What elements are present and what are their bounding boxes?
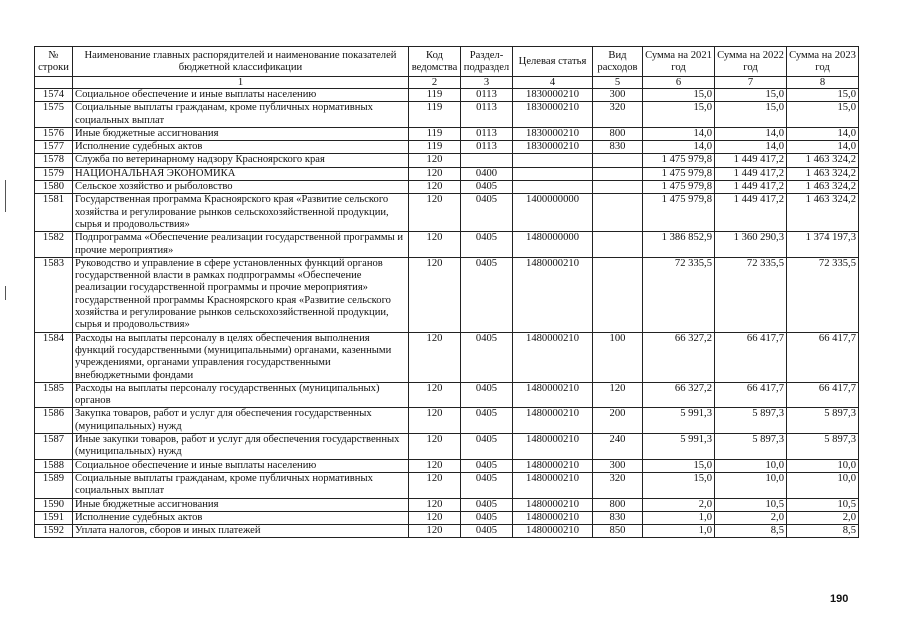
- row-name: Социальное обеспечение и иные выплаты населению: [73, 459, 409, 472]
- column-index: [35, 77, 73, 89]
- column-index: 1: [73, 77, 409, 89]
- section-code: 0405: [461, 382, 513, 408]
- expense-type: 800: [593, 498, 643, 511]
- expense-type: 300: [593, 459, 643, 472]
- section-code: 0405: [461, 472, 513, 498]
- sum-2021: 1 386 852,9: [643, 232, 715, 258]
- dept-code: 119: [409, 89, 461, 102]
- header-sum-2022: Сумма на 2022 год: [715, 47, 787, 77]
- dept-code: 120: [409, 408, 461, 434]
- header-row-number: № строки: [35, 47, 73, 77]
- sum-2022: 10,5: [715, 498, 787, 511]
- sum-2021: 5 991,3: [643, 434, 715, 460]
- sum-2023: 66 417,7: [787, 382, 859, 408]
- sum-2021: 1,0: [643, 511, 715, 524]
- sum-2021: 14,0: [643, 141, 715, 154]
- sum-2022: 10,0: [715, 459, 787, 472]
- dept-code: 120: [409, 154, 461, 167]
- sum-2023: 5 897,3: [787, 434, 859, 460]
- target-article: 1830000210: [513, 102, 593, 128]
- row-name: Государственная программа Красноярского края «Развитие сельского хозяйства и регулирование рынков сельскохозяйственной продукции, сырья и продовольствия»: [73, 194, 409, 232]
- row-name: Исполнение судебных актов: [73, 511, 409, 524]
- column-index: 5: [593, 77, 643, 89]
- section-code: 0113: [461, 127, 513, 140]
- dept-code: 119: [409, 141, 461, 154]
- row-name: Социальное обеспечение и иные выплаты населению: [73, 89, 409, 102]
- sum-2022: 14,0: [715, 127, 787, 140]
- row-number: 1583: [35, 257, 73, 332]
- sum-2022: 72 335,5: [715, 257, 787, 332]
- header-dept-code: Код ведомства: [409, 47, 461, 77]
- column-index: 7: [715, 77, 787, 89]
- sum-2023: 10,0: [787, 472, 859, 498]
- sum-2022: 14,0: [715, 141, 787, 154]
- row-name: Социальные выплаты гражданам, кроме публичных нормативных социальных выплат: [73, 102, 409, 128]
- target-article: 1480000210: [513, 332, 593, 382]
- sum-2022: 1 449 417,2: [715, 154, 787, 167]
- sum-2023: 8,5: [787, 525, 859, 538]
- dept-code: 120: [409, 332, 461, 382]
- sum-2023: 2,0: [787, 511, 859, 524]
- dept-code: 120: [409, 498, 461, 511]
- row-number: 1586: [35, 408, 73, 434]
- target-article: 1480000210: [513, 257, 593, 332]
- dept-code: 120: [409, 194, 461, 232]
- section-code: 0405: [461, 181, 513, 194]
- expense-type: 850: [593, 525, 643, 538]
- scan-margin-mark: [5, 180, 6, 212]
- table-row: [35, 434, 859, 460]
- target-article: 1480000210: [513, 498, 593, 511]
- sum-2022: 8,5: [715, 525, 787, 538]
- table-row: [35, 89, 859, 102]
- section-code: 0405: [461, 194, 513, 232]
- sum-2022: 5 897,3: [715, 408, 787, 434]
- table-row: [35, 382, 859, 408]
- sum-2021: 66 327,2: [643, 332, 715, 382]
- sum-2021: 2,0: [643, 498, 715, 511]
- row-number: 1577: [35, 141, 73, 154]
- row-number: 1589: [35, 472, 73, 498]
- sum-2021: 5 991,3: [643, 408, 715, 434]
- table-row: [35, 194, 859, 232]
- section-code: 0405: [461, 525, 513, 538]
- table-row: [35, 257, 859, 332]
- dept-code: 120: [409, 382, 461, 408]
- sum-2022: 66 417,7: [715, 382, 787, 408]
- expense-type: [593, 232, 643, 258]
- section-code: [461, 154, 513, 167]
- sum-2023: 10,5: [787, 498, 859, 511]
- header-target-article: Целевая статья: [513, 47, 593, 77]
- sum-2021: 15,0: [643, 472, 715, 498]
- row-number: 1579: [35, 167, 73, 180]
- sum-2023: 15,0: [787, 89, 859, 102]
- sum-2023: 1 463 324,2: [787, 167, 859, 180]
- row-name: Расходы на выплаты персоналу в целях обеспечения выполнения функций государственными (муниципальными) органами, казенными учреждениями, органами управления государственными внебюджетными фондами: [73, 332, 409, 382]
- column-index: 8: [787, 77, 859, 89]
- dept-code: 120: [409, 257, 461, 332]
- row-name: Подпрограмма «Обеспечение реализации государственной программы и прочие мероприятия»: [73, 232, 409, 258]
- table-row: [35, 102, 859, 128]
- sum-2022: 1 360 290,3: [715, 232, 787, 258]
- row-name: НАЦИОНАЛЬНАЯ ЭКОНОМИКА: [73, 167, 409, 180]
- header-name: Наименование главных распорядителей и наименование показателей бюджетной классификации: [73, 47, 409, 77]
- table-row: [35, 408, 859, 434]
- row-number: 1584: [35, 332, 73, 382]
- target-article: 1480000210: [513, 525, 593, 538]
- expense-type: 320: [593, 102, 643, 128]
- expense-type: 100: [593, 332, 643, 382]
- expense-type: 830: [593, 511, 643, 524]
- sum-2022: 66 417,7: [715, 332, 787, 382]
- target-article: 1480000210: [513, 511, 593, 524]
- table-header-row: [35, 47, 859, 77]
- dept-code: 120: [409, 434, 461, 460]
- column-index: 2: [409, 77, 461, 89]
- sum-2023: 66 417,7: [787, 332, 859, 382]
- section-code: 0113: [461, 141, 513, 154]
- column-index-row: [35, 77, 859, 89]
- sum-2021: 1 475 979,8: [643, 167, 715, 180]
- table-row: [35, 525, 859, 538]
- sum-2021: 15,0: [643, 459, 715, 472]
- target-article: [513, 154, 593, 167]
- sum-2022: 10,0: [715, 472, 787, 498]
- sum-2023: 1 374 197,3: [787, 232, 859, 258]
- table-row: [35, 181, 859, 194]
- sum-2022: 15,0: [715, 102, 787, 128]
- sum-2021: 15,0: [643, 102, 715, 128]
- sum-2021: 1 475 979,8: [643, 154, 715, 167]
- sum-2023: 14,0: [787, 141, 859, 154]
- target-article: 1830000210: [513, 89, 593, 102]
- header-sum-2021: Сумма на 2021 год: [643, 47, 715, 77]
- row-number: 1581: [35, 194, 73, 232]
- row-name: Руководство и управление в сфере установленных функций органов государственной власти в рамках подпрограммы «Обеспечение реализации государственной программы и прочие мероприятия» государственной программы Красноярского края «Развитие сельского хозяйства и регулирование рынков сельскохозяйственной продукции, сырья и продовольствия»: [73, 257, 409, 332]
- row-name: Закупка товаров, работ и услуг для обеспечения государственных (муниципальных) нужд: [73, 408, 409, 434]
- sum-2023: 14,0: [787, 127, 859, 140]
- sum-2021: 1 475 979,8: [643, 194, 715, 232]
- table-row: [35, 167, 859, 180]
- sum-2023: 5 897,3: [787, 408, 859, 434]
- header-sum-2023: Сумма на 2023 год: [787, 47, 859, 77]
- section-code: 0405: [461, 408, 513, 434]
- row-number: 1576: [35, 127, 73, 140]
- row-name: Иные бюджетные ассигнования: [73, 498, 409, 511]
- expense-type: 200: [593, 408, 643, 434]
- sum-2023: 10,0: [787, 459, 859, 472]
- target-article: 1480000210: [513, 434, 593, 460]
- target-article: 1480000210: [513, 472, 593, 498]
- section-code: 0405: [461, 498, 513, 511]
- row-number: 1591: [35, 511, 73, 524]
- sum-2022: 15,0: [715, 89, 787, 102]
- section-code: 0405: [461, 257, 513, 332]
- row-number: 1585: [35, 382, 73, 408]
- target-article: 1480000210: [513, 459, 593, 472]
- table-row: [35, 332, 859, 382]
- target-article: 1480000210: [513, 408, 593, 434]
- table-row: [35, 472, 859, 498]
- sum-2023: 1 463 324,2: [787, 181, 859, 194]
- scan-margin-mark: [5, 286, 6, 300]
- dept-code: 119: [409, 127, 461, 140]
- row-number: 1580: [35, 181, 73, 194]
- sum-2022: 1 449 417,2: [715, 167, 787, 180]
- table-row: [35, 498, 859, 511]
- expense-type: [593, 181, 643, 194]
- row-number: 1578: [35, 154, 73, 167]
- expense-type: 320: [593, 472, 643, 498]
- target-article: [513, 181, 593, 194]
- row-number: 1587: [35, 434, 73, 460]
- header-expense-type: Вид расходов: [593, 47, 643, 77]
- section-code: 0400: [461, 167, 513, 180]
- row-name: Сельское хозяйство и рыболовство: [73, 181, 409, 194]
- dept-code: 120: [409, 232, 461, 258]
- section-code: 0405: [461, 232, 513, 258]
- expense-type: 240: [593, 434, 643, 460]
- row-name: Иные закупки товаров, работ и услуг для обеспечения государственных (муниципальных) нужд: [73, 434, 409, 460]
- expense-type: 830: [593, 141, 643, 154]
- dept-code: 120: [409, 525, 461, 538]
- section-code: 0405: [461, 332, 513, 382]
- sum-2023: 1 463 324,2: [787, 154, 859, 167]
- row-name: Уплата налогов, сборов и иных платежей: [73, 525, 409, 538]
- sum-2022: 1 449 417,2: [715, 194, 787, 232]
- target-article: 1480000210: [513, 382, 593, 408]
- sum-2022: 2,0: [715, 511, 787, 524]
- section-code: 0113: [461, 102, 513, 128]
- column-index: 3: [461, 77, 513, 89]
- target-article: 1400000000: [513, 194, 593, 232]
- column-index: 6: [643, 77, 715, 89]
- expense-type: [593, 194, 643, 232]
- budget-table: [34, 46, 859, 538]
- expense-type: [593, 257, 643, 332]
- table-row: [35, 232, 859, 258]
- sum-2021: 72 335,5: [643, 257, 715, 332]
- table-row: [35, 127, 859, 140]
- row-number: 1582: [35, 232, 73, 258]
- row-name: Служба по ветеринарному надзору Красноярского края: [73, 154, 409, 167]
- section-code: 0405: [461, 459, 513, 472]
- section-code: 0113: [461, 89, 513, 102]
- row-name: Социальные выплаты гражданам, кроме публичных нормативных социальных выплат: [73, 472, 409, 498]
- sum-2022: 5 897,3: [715, 434, 787, 460]
- sum-2023: 1 463 324,2: [787, 194, 859, 232]
- row-number: 1574: [35, 89, 73, 102]
- expense-type: [593, 154, 643, 167]
- sum-2021: 1 475 979,8: [643, 181, 715, 194]
- target-article: [513, 167, 593, 180]
- page-number: 190: [830, 593, 849, 605]
- expense-type: 300: [593, 89, 643, 102]
- row-name: Исполнение судебных актов: [73, 141, 409, 154]
- table-row: [35, 511, 859, 524]
- expense-type: 800: [593, 127, 643, 140]
- section-code: 0405: [461, 434, 513, 460]
- sum-2021: 1,0: [643, 525, 715, 538]
- table-row: [35, 459, 859, 472]
- expense-type: [593, 167, 643, 180]
- sum-2021: 14,0: [643, 127, 715, 140]
- target-article: 1480000000: [513, 232, 593, 258]
- dept-code: 120: [409, 511, 461, 524]
- table-row: [35, 141, 859, 154]
- table-row: [35, 154, 859, 167]
- header-section: Раздел-подраздел: [461, 47, 513, 77]
- target-article: 1830000210: [513, 127, 593, 140]
- row-name: Расходы на выплаты персоналу государственных (муниципальных) органов: [73, 382, 409, 408]
- row-number: 1575: [35, 102, 73, 128]
- sum-2023: 15,0: [787, 102, 859, 128]
- dept-code: 120: [409, 167, 461, 180]
- section-code: 0405: [461, 511, 513, 524]
- dept-code: 119: [409, 102, 461, 128]
- dept-code: 120: [409, 181, 461, 194]
- row-number: 1588: [35, 459, 73, 472]
- sum-2022: 1 449 417,2: [715, 181, 787, 194]
- column-index: 4: [513, 77, 593, 89]
- sum-2021: 15,0: [643, 89, 715, 102]
- dept-code: 120: [409, 472, 461, 498]
- dept-code: 120: [409, 459, 461, 472]
- target-article: 1830000210: [513, 141, 593, 154]
- row-number: 1592: [35, 525, 73, 538]
- sum-2023: 72 335,5: [787, 257, 859, 332]
- expense-type: 120: [593, 382, 643, 408]
- row-number: 1590: [35, 498, 73, 511]
- row-name: Иные бюджетные ассигнования: [73, 127, 409, 140]
- sum-2021: 66 327,2: [643, 382, 715, 408]
